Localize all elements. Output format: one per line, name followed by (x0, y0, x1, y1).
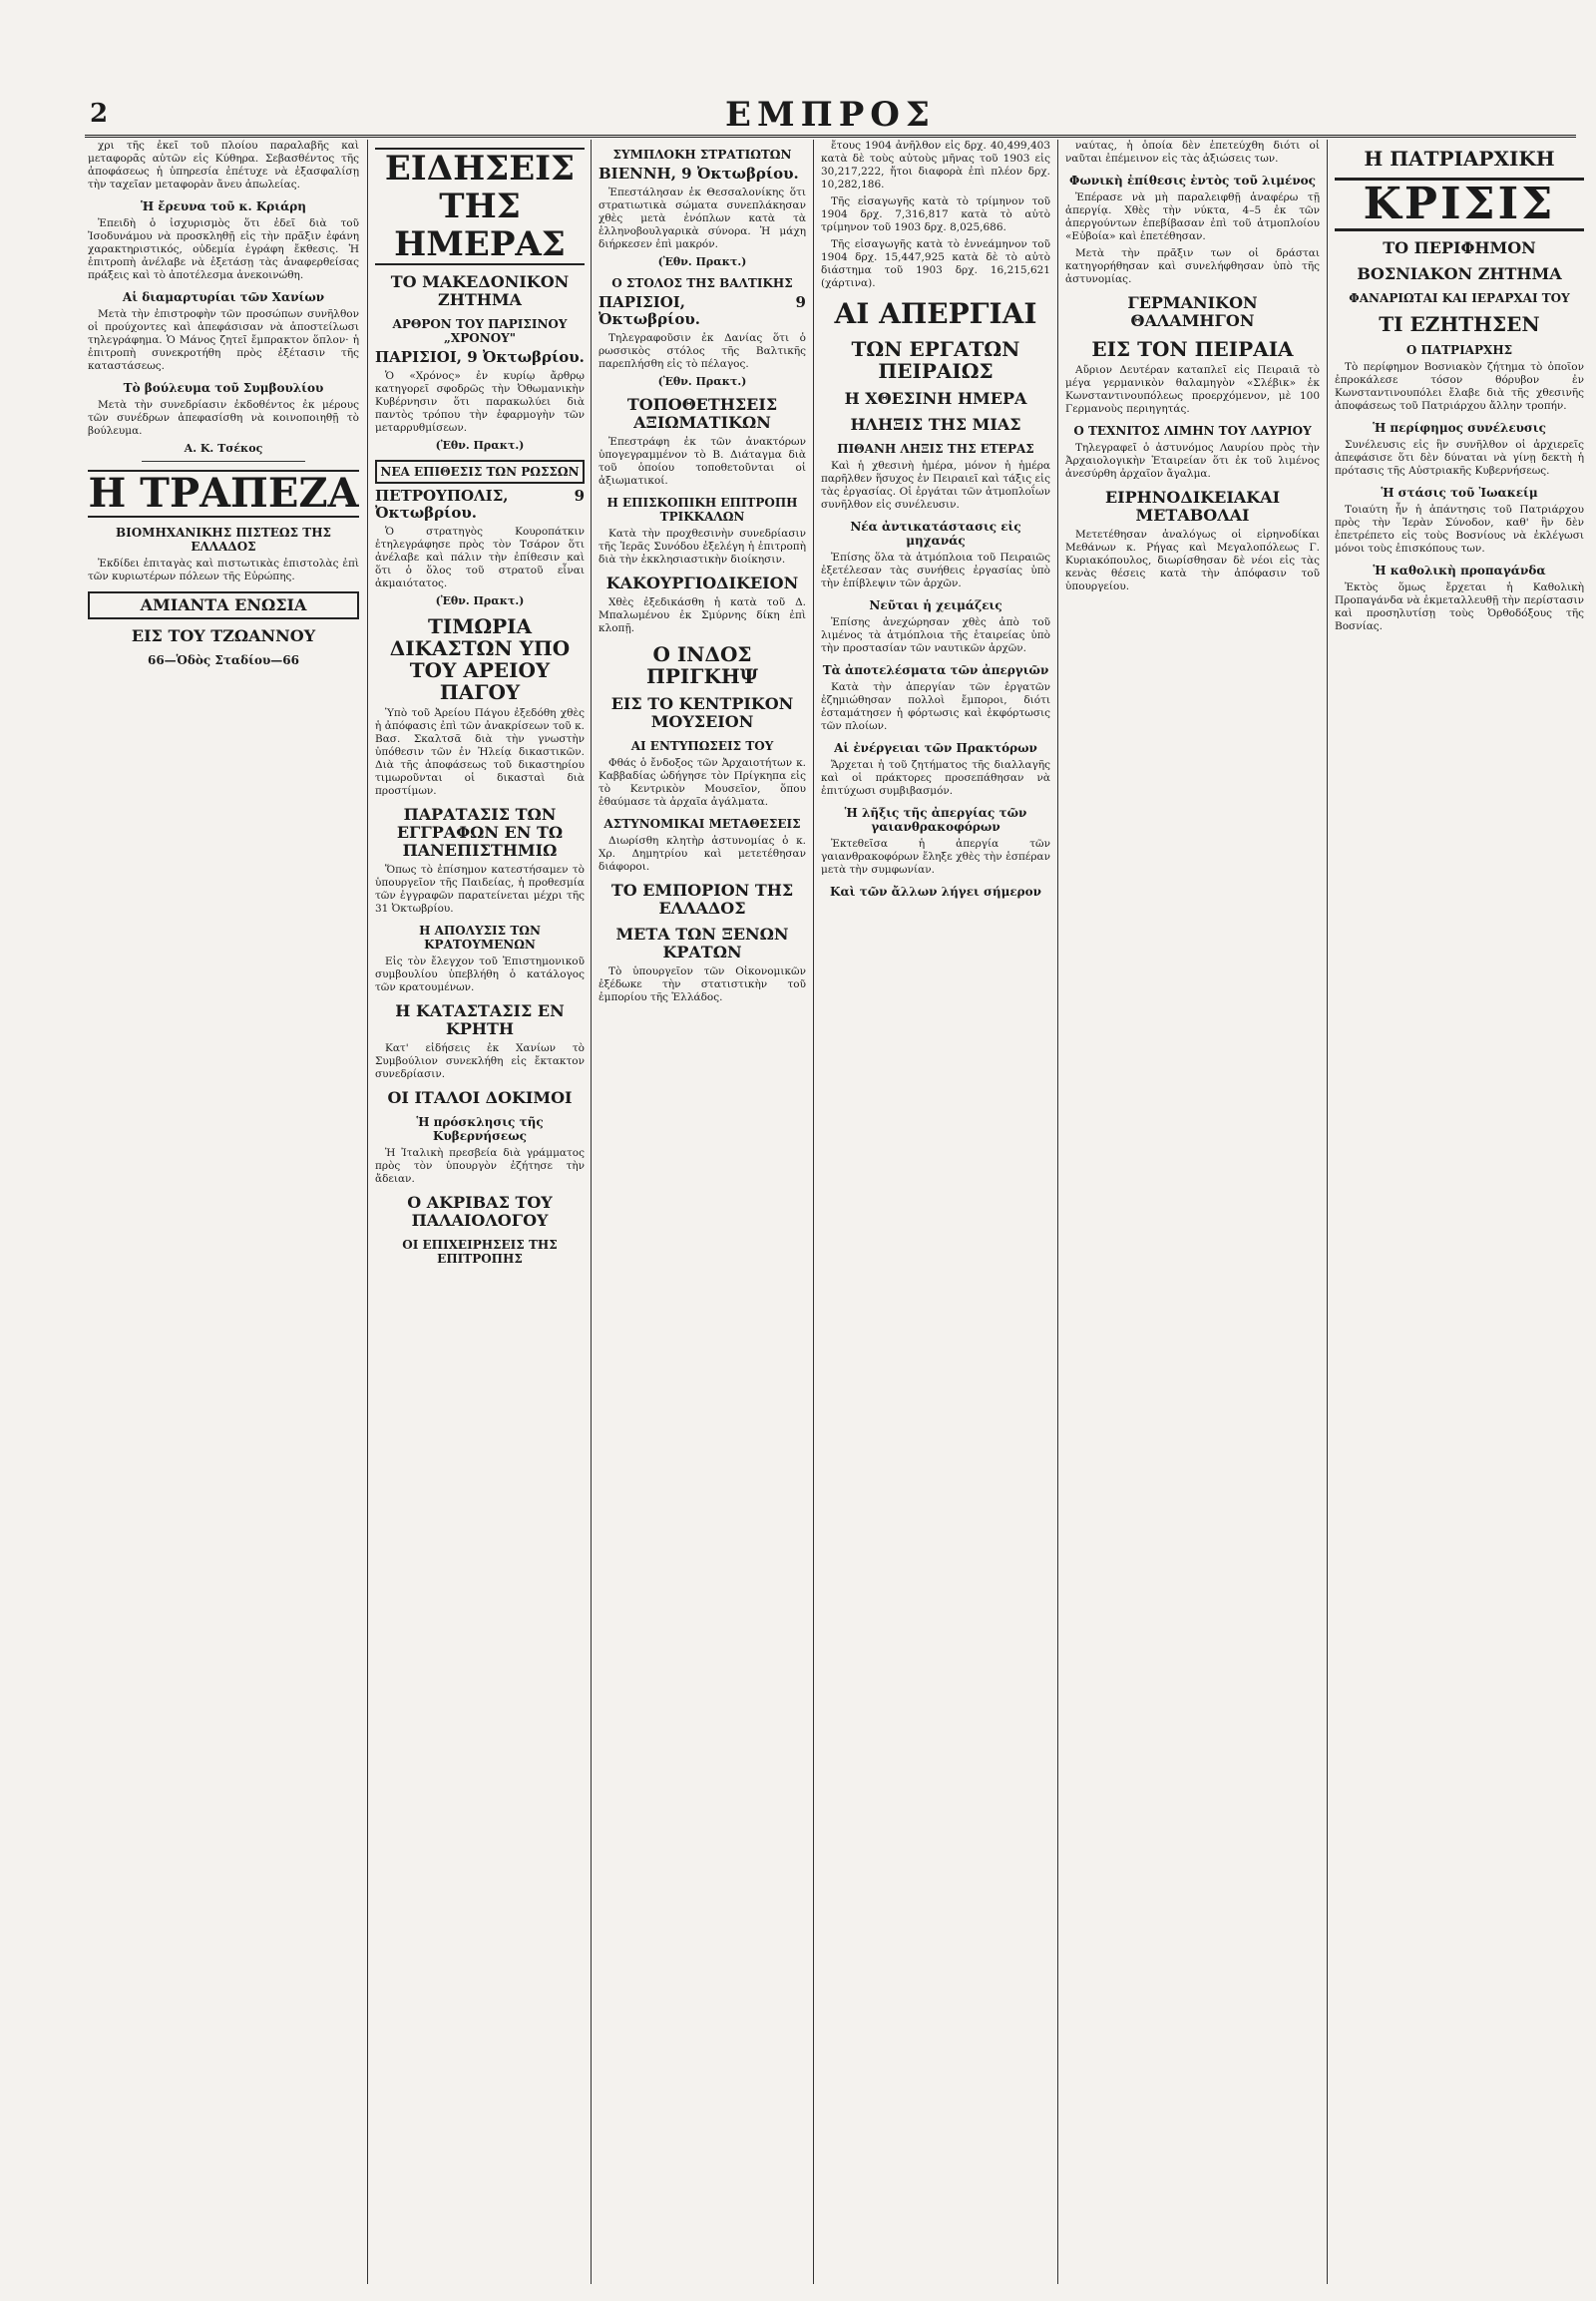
article-paragraph: ναύτας, ἡ ὁποία δὲν ἐπετεύχθη διότι οἱ ναῦται ἐπέμεινον εἰς τὰς ἀξιώσεις των. (1065, 140, 1320, 165)
section-subheading: ΕΙΣ ΤΟΝ ΠΕΙΡΑΙΑ (1091, 337, 1294, 361)
section-subheading: ΦΑΝΑΡΙΩΤΑΙ ΚΑΙ ΙΕΡΑΡΧΑΙ ΤΟΥ (1349, 291, 1570, 305)
section-subheading: ΠΙΘΑΝΗ ΛΗΞΙΣ ΤΗΣ ΕΤΕΡΑΣ (837, 442, 1034, 456)
section-heading: ΣΥΜΠΛΟΚΗ ΣΤΡΑΤΙΩΤΩΝ (612, 148, 792, 162)
advert-address: 66—Ὁδὸς Σταδίου—66 (147, 653, 300, 667)
dateline: ΠΑΡΙΣΙΟΙ, 9 Ὀκτωβρίου. (598, 293, 806, 328)
bank-ad-text: Ἐκδίδει ἐπιταγὰς καὶ πιστωτικὰς ἐπιστολὰς ἐπὶ τῶν κυριωτέρων πόλεων τῆς Εὐρώπης. (88, 558, 359, 582)
article-paragraph: Ὑπὸ τοῦ Ἀρείου Πάγου ἐξεδόθη χθὲς ἡ ἀπόφασις ἐπὶ τῶν ἀνακρίσεων τοῦ κ. Βασ. Σκαλτσᾶ διὰ τὴν γνωστὴν ὑπόθεσιν τῶν ἐν Ἠλείᾳ δικαστικῶν. Διὰ τῆς ἀποφάσεως τοῦ δικαστηρίου τιμωροῦνται οἱ δικασταὶ διὰ προστίμων. (375, 707, 585, 797)
article-paragraph: Χθὲς ἐξεδικάσθη ἡ κατὰ τοῦ Δ. Μπαλωμένου ἐκ Σμύρνης δίκη ἐπὶ κλοπῇ. (598, 596, 806, 634)
section-subheading: Η ΧΘΕΣΙΝΗ ΗΜΕΡΑ (844, 389, 1027, 408)
article-paragraph: Ἐπεστάλησαν ἐκ Θεσσαλονίκης ὅτι στρατιωτικὰ σώματα συνεπλάκησαν χθὲς μετὰ ἐνόπλων κατὰ τὰ ἑλληνοβουλγαρικὰ σύνορα. Ἡ μάχη διήρκεσεν ἐπὶ μακρόν. (598, 187, 806, 250)
article-paragraph: Μετὰ τὴν συνεδρίασιν ἐκδοθέντος ἐκ μέρους τῶν συνέδρων ἀπεφασίσθη νὰ κοινοποιηθῇ τὸ βούλευμα. (88, 399, 359, 437)
section-title: Η ΠΑΤΡΙΑΡΧΙΚΗ (1364, 147, 1555, 171)
article-paragraph: Τὸ ὑπουργεῖον τῶν Οἰκονομικῶν ἐξέδωκε τὴν στατιστικὴν τοῦ ἐμπορίου τῆς Ἑλλάδος. (598, 965, 806, 1003)
source-credit: (Ἐθν. Πρακτ.) (435, 439, 525, 452)
dateline: ΒΙΕΝΝΗ, 9 Ὀκτωβρίου. (598, 165, 799, 183)
article-subheading: Νεῦται ἡ χειμάζεις (869, 598, 1002, 612)
article-subheading: Ἡ στάσις τοῦ Ἰωακείμ (1381, 486, 1538, 500)
column-1 (88, 140, 359, 2284)
source-credit: (Ἐθν. Πρακτ.) (657, 375, 747, 388)
article-subheading: Αἱ διαμαρτυρίαι τῶν Χανίων (122, 290, 325, 304)
page-number: 2 (90, 99, 109, 129)
article-paragraph: Καὶ ἡ χθεσινὴ ἡμέρα, μόνον ἡ ἡμέρα παρῆλθεν ἥσυχος ἐν Πειραιεῖ καὶ τάξις εἰς τὰς ἐργασίας. Οἱ ἐργάται τῶν ἀτμοπλοΐων συνῆλθον εἰς συνέλευσιν. (821, 460, 1050, 511)
masthead (85, 95, 1576, 138)
article-paragraph: Ἄρχεται ἡ τοῦ ζητήματος τῆς διαλλαγῆς καὶ οἱ πράκτορες προσεπάθησαν νὰ ἐπιτύχωσι συμβιβασμόν. (821, 759, 1050, 797)
article-subheading: Φωνικὴ ἐπίθεσις ἐντὸς τοῦ λιμένος (1069, 174, 1316, 188)
article-paragraph: Συνέλευσις εἰς ἣν συνῆλθον οἱ ἀρχιερεῖς ἀπεφάσισε ὅτι δὲν δύναται νὰ γίνῃ δεκτὴ ἡ πρότασις τῆς Αὐστριακῆς Κυβερνήσεως. (1335, 439, 1584, 477)
article-paragraph: Ἐπέρασε νὰ μὴ παραλειφθῇ ἀναφέρω τῇ ἀπεργίᾳ. Χθὲς τὴν νύκτα, 4–5 ἐκ τῶν ἀπεργούντων ἐπεβίβασαν ἐπὶ τοῦ ἀτμοπλοίου «Εὐβοία» καὶ ἐπετέθησαν. (1065, 192, 1320, 242)
section-heading: ΤΟΠΟΘΕΤΗΣΕΙΣ ΑΞΙΩΜΑΤΙΚΩΝ (626, 395, 778, 432)
section-heading: ΑΙ ΑΠΕΡΓΙΑΙ (834, 297, 1037, 330)
article-paragraph: Κατὰ τὴν προχθεσινὴν συνεδρίασιν τῆς Ἱερᾶς Συνόδου ἐξελέγη ἡ ἐπιτροπὴ διὰ τὴν ἐκκλησιαστικὴν διοίκησιν. (598, 528, 806, 566)
article-paragraph: Ἐπίσης ὅλα τὰ ἀτμόπλοια τοῦ Πειραιῶς ἐξετέλεσαν τὰς συνήθεις ἐργασίας ὑπὸ τὴν ἐπίβλεψιν τῶν ἀρχῶν. (821, 552, 1050, 589)
section-subheading: ΑΡΘΡΟΝ ΤΟΥ ΠΑΡΙΣΙΝΟΥ „ΧΡΟΝΟΥ" (392, 317, 568, 345)
section-title-large: ΚΡΙΣΙΣ (1335, 178, 1584, 231)
article-paragraph: Αὔριον Δευτέραν καταπλεῖ εἰς Πειραιᾶ τὸ μέγα γερμανικὸν θαλαμηγὸν «Σλέβικ» ἐκ Κωνσταντινουπόλεως προερχόμενον, μὲ 100 Γερμανοὺς περιηγητάς. (1065, 364, 1320, 415)
article-paragraph: χρι τῆς ἐκεῖ τοῦ πλοίου παραλαβῆς καὶ μεταφορᾶς αὐτῶν εἰς Κύθηρα. Σεβασθέντος τῆς ἀποφάσεως ἡ ὑπηρεσία ἐπέτυχε νὰ ἐξασφαλίσῃ τὴν ταχεῖαν μεταφορὰν ἄνευ ἀπωλείας. (88, 140, 359, 191)
article-paragraph: Ὁ στρατηγὸς Κουροπάτκιν ἐτηλεγράφησε πρὸς τὸν Τσάρον ὅτι ἀνέλαβε καὶ πάλιν τὴν ἐπίθεσιν καὶ ὅτι ὁ ὅλος τοῦ στρατοῦ εἶναι ἀκμαιότατος. (375, 526, 585, 589)
section-subheading: ΕΙΣ ΤΟ ΚΕΝΤΡΙΚΟΝ ΜΟΥΣΕΙΟΝ (610, 694, 794, 731)
article-subheading: Καὶ τῶν ἄλλων λήγει σήμερον (830, 885, 1041, 899)
dateline: ΠΕΤΡΟΥΠΟΛΙΣ, 9 Ὀκτωβρίου. (375, 487, 585, 522)
article-paragraph: Ἐπειδὴ ὁ ἰσχυρισμὸς ὅτι ἐδεῖ διὰ τοῦ Ἰσοδυνάμου νὰ προσκληθῇ εἰς τὴν πρᾶξιν ἐφάνη χαρακτηριστικός, οὐδεμία ἐγράφη ἔκθεσις. Ἡ ἐπιτροπὴ ἀνέλαβε νὰ ἐξετάσῃ τὰς ἀναφερθείσας πράξεις καὶ τὸ ἀποτέλεσμα ἀνεκοινώθη. (88, 217, 359, 281)
article-paragraph: Μετὰ τὴν ἐπιστροφὴν τῶν προσώπων συνῆλθον οἱ προύχοντες καὶ ἀπεφάσισαν νὰ ἀποστείλωσι τηλεγράφημα. Ὁ Μάνος ζητεῖ ἔμπρακτον ὅπλον· ἡ ἐπιτροπὴ συνεκροτήθη πρὸς ἐξέτασιν τῆς καταστάσεως. (88, 308, 359, 372)
article-paragraph: Τῆς εἰσαγωγῆς κατὰ τὸ ἐννεάμηνον τοῦ 1904 δρχ. 15,447,925 κατὰ δὲ τὸ αὐτὸ διάστημα τοῦ 1903 δρχ. 16,215,621 (χάρτινα). (821, 238, 1050, 289)
column-rule (813, 140, 814, 2284)
section-heading: ΝΕΑ ΕΠΙΘΕΣΙΣ ΤΩΝ ΡΩΣΣΩΝ (375, 460, 585, 484)
article-paragraph: Εἰς τὸν ἔλεγχον τοῦ Ἐπιστημονικοῦ συμβουλίου ὑπεβλήθη ὁ κατάλογος τῶν κρατουμένων. (375, 956, 585, 993)
column-2 (375, 140, 585, 2284)
article-subheading: Τὰ ἀποτελέσματα τῶν ἀπεργιῶν (822, 663, 1049, 677)
section-heading: ΚΑΚΟΥΡΓΙΟΔΙΚΕΙΟΝ (605, 574, 799, 592)
article-paragraph: Ἐπεστράφη ἐκ τῶν ἀνακτόρων ὑπογεγραμμένον τὸ Β. Διάταγμα διὰ τοῦ ὁποίου τοποθετοῦνται οἱ ἀξιωματικοί. (598, 436, 806, 487)
section-subheading: ΑΙ ΕΝΤΥΠΩΣΕΙΣ ΤΟΥ (630, 739, 774, 753)
section-subheading: ΤΙ ΕΖΗΤΗΣΕΝ (1379, 312, 1540, 336)
article-paragraph: Ὁ «Χρόνος» ἐν κυρίῳ ἄρθρῳ κατηγορεῖ σφοδρῶς τὴν Ὀθωμανικὴν Κυβέρνησιν ὅτι παρακωλύει διὰ παντὸς τρόπου τὴν ἐφαρμογὴν τῶν μεταρρυθμίσεων. (375, 370, 585, 434)
article-subheading: Τὸ βούλευμα τοῦ Συμβουλίου (123, 381, 324, 395)
article-paragraph: Ὅπως τὸ ἐπίσημον κατεστήσαμεν τὸ ὑπουργεῖον τῆς Παιδείας, ἡ προθεσμία τῶν ἐγγραφῶν παρατείνεται μέχρι τῆς 31 Ὀκτωβρίου. (375, 864, 585, 915)
signature: Α. Κ. Τσέκος (184, 442, 263, 455)
source-credit: (Ἐθν. Πρακτ.) (657, 255, 747, 268)
column-rule (1057, 140, 1058, 2284)
column-rule (591, 140, 592, 2284)
section-subheading: ΒΟΣΝΙΑΚΟΝ ΖΗΤΗΜΑ (1357, 264, 1562, 283)
section-heading: ΕΙΡΗΝΟΔΙΚΕΙΑΚΑΙ ΜΕΤΑΒΟΛΑΙ (1104, 488, 1281, 525)
section-heading: ΤΟ ΜΑΚΕΔΟΝΙΚΟΝ ΖΗΤΗΜΑ (390, 272, 570, 309)
section-heading: Η ΑΠΟΛΥΣΙΣ ΤΩΝ ΚΡΑΤΟΥΜΕΝΩΝ (419, 924, 541, 952)
column-6 (1335, 140, 1584, 2284)
section-heading: ΤΙΜΩΡΙΑ ΔΙΚΑΣΤΩΝ ΥΠΟ ΤΟΥ ΑΡΕΙΟΥ ΠΑΓΟΥ (389, 614, 571, 704)
section-heading: Ο ΣΤΟΛΟΣ ΤΗΣ ΒΑΛΤΙΚΗΣ (611, 276, 793, 290)
section-subheading: Ἡ πρόσκλησις τῆς Κυβερνήσεως (416, 1115, 544, 1143)
section-heading: Ο ΑΚΡΙΒΑΣ ΤΟΥ ΠΑΛΑΙΟΛΟΓΟΥ (407, 1193, 553, 1230)
article-paragraph: Φθάς ὁ ἔνδοξος τῶν Ἀρχαιοτήτων κ. Καββαδίας ὡδήγησε τὸν Πρίγκηπα εἰς τὸ Κεντρικὸν Μουσεῖον, ὅπου ἐθαύμασε τὰ ἀρχαῖα ἀγάλματα. (598, 757, 806, 808)
article-paragraph: Ἐκτὸς ὅμως ἔρχεται ἡ Καθολικὴ Προπαγάνδα νὰ ἐκμεταλλευθῇ τὴν περίστασιν καὶ προσηλυτίσῃ τοὺς Ὀρθοδόξους τῆς Βοσνίας. (1335, 581, 1584, 632)
news-banner: ΕΙΔΗΣΕΙΣ ΤΗΣ ΗΜΕΡΑΣ (375, 148, 585, 265)
article-paragraph: Ἐκτεθεῖσα ἡ ἀπεργία τῶν γαιανθρακοφόρων ἔληξε χθὲς τὴν ἑσπέραν μετὰ τὴν συμφωνίαν. (821, 838, 1050, 876)
article-subheading: Ἡ καθολικὴ προπαγάνδα (1373, 564, 1546, 577)
column-rule (1327, 140, 1328, 2284)
article-paragraph: Τοιαύτη ἦν ἡ ἀπάντησις τοῦ Πατριάρχου πρὸς τὴν Ἱερὰν Σύνοδον, καθ' ἣν δὲν ἐπετρέπετο εἰς τοὺς Βοσνίους νὰ ἐκλέγωσι μόνοι τοὺς ἐπισκόπους των. (1335, 504, 1584, 555)
article-paragraph: Τὸ περίφημον Βοσνιακὸν ζήτημα τὸ ὁποῖον ἐπροκάλεσε τόσον θόρυβον ἐν Κωνσταντινουπόλει ἔλαβε διὰ τῆς χθεσινῆς ἀποφάσεως τοῦ Πατριάρχου ἄλλην τροπήν. (1335, 361, 1584, 412)
section-heading: Η ΕΠΙΣΚΟΠΙΚΗ ΕΠΙΤΡΟΠΗ ΤΡΙΚΚΑΛΩΝ (606, 496, 798, 524)
section-heading: Ο ΙΝΔΟΣ ΠΡΙΓΚΗΨ (645, 642, 759, 688)
advert-title: ΑΜΙΑΝΤΑ ΕΝΩΣΙΑ (88, 591, 359, 619)
section-heading: ΠΑΡΑΤΑΣΙΣ ΤΩΝ ΕΓΓΡΑΦΩΝ ΕΝ ΤΩ ΠΑΝΕΠΙΣΤΗΜΙΩ (396, 805, 564, 860)
newspaper-title: ΕΜΠΡΟΣ (725, 95, 936, 135)
article-paragraph: Τηλεγραφοῦσιν ἐκ Δανίας ὅτι ὁ ρωσσικὸς στόλος τῆς Βαλτικῆς παρεπλήσθη εἰς τὸ πέλαγος. (598, 332, 806, 370)
section-subheading: ΗΛΗΞΙΣ ΤΗΣ ΜΙΑΣ (850, 415, 1021, 434)
section-heading: Η ΚΑΤΑΣΤΑΣΙΣ ΕΝ ΚΡΗΤΗ (395, 1001, 565, 1038)
section-subheading: ΜΕΤΑ ΤΩΝ ΞΕΝΩΝ ΚΡΑΤΩΝ (615, 925, 789, 961)
article-paragraph: Τῆς εἰσαγωγῆς κατὰ τὸ τρίμηνον τοῦ 1904 δρχ. 7,316,817 κατὰ τὸ αὐτὸ τρίμηνον τοῦ 1903 δρχ. 8,025,686. (821, 195, 1050, 233)
article-paragraph: ἔτους 1904 ἀνῆλθον εἰς δρχ. 40,499,403 κατὰ δὲ τοὺς αὐτοὺς μῆνας τοῦ 1903 εἰς 30,217,222, ἤτοι διαφορὰ ἐπὶ πλέον δρχ. 10,282,186. (821, 140, 1050, 191)
article-subheading: Νέα ἀντικατάστασις εἰς μηχανάς (850, 520, 1021, 548)
article-paragraph: Διωρίσθη κλητὴρ ἀστυνομίας ὁ κ. Χρ. Δημητρίου καὶ μετετέθησαν διάφοροι. (598, 835, 806, 873)
section-heading: ΟΙ ΙΤΑΛΟΙ ΔΟΚΙΜΟΙ (387, 1088, 573, 1107)
source-credit: (Ἐθν. Πρακτ.) (435, 594, 525, 607)
bank-ad-title: Η ΤΡΑΠΕΖΑ (88, 470, 359, 517)
article-paragraph: Κατ' εἰδήσεις ἐκ Χανίων τὸ Συμβούλιον συνεκλήθη εἰς ἔκτακτον συνεδρίασιν. (375, 1042, 585, 1080)
advert-line: ΕΙΣ ΤΟΥ ΤΖΩΑΝΝΟΥ (131, 626, 316, 645)
column-3 (598, 140, 806, 2284)
column-4 (821, 140, 1050, 2284)
bank-ad-subtitle: ΒΙΟΜΗΧΑΝΙΚΗΣ ΠΙΣΤΕΩΣ ΤΗΣ ΕΛΛΑΔΟΣ (115, 526, 332, 554)
section-subheading: Ο ΠΑΤΡΙΑΡΧΗΣ (1405, 343, 1513, 357)
column-rule (367, 140, 368, 2284)
article-subheading: Αἱ ἐνέργειαι τῶν Πρακτόρων (834, 741, 1037, 755)
section-subheading: ΤΩΝ ΕΡΓΑΤΩΝ ΠΕΙΡΑΙΩΣ (851, 337, 1020, 383)
section-subheading: ΤΟ ΠΕΡΙΦΗΜΟΝ (1383, 238, 1536, 257)
article-paragraph: Κατὰ τὴν ἀπεργίαν τῶν ἐργατῶν ἐζημιώθησαν πολλοὶ ἔμποροι, διότι ἐσταμάτησεν ἡ φόρτωσις καὶ ἐκφόρτωσις τῶν πλοίων. (821, 681, 1050, 732)
article-subheading: Ἡ περίφημος συνέλευσις (1373, 421, 1546, 435)
article-paragraph: Μετετέθησαν ἀναλόγως οἱ εἰρηνοδίκαι Μεθάνων κ. Ρήγας καὶ Μεγαλοπόλεως Γ. Κυριακόπουλος, διωρίσθησαν δὲ νέοι εἰς τὰς κενὰς θέσεις κατὰ τὴν ἀπόφασιν τοῦ ὑπουργείου. (1065, 529, 1320, 592)
section-heading: Ο ΤΕΧΝΙΤΟΣ ΛΙΜΗΝ ΤΟΥ ΛΑΥΡΙΟΥ (1073, 424, 1312, 438)
article-paragraph: Ἡ Ἰταλικὴ πρεσβεία διὰ γράμματος πρὸς τὸν ὑπουργὸν ἐζήτησε τὴν ἄδειαν. (375, 1147, 585, 1185)
dateline: ΠΑΡΙΣΙΟΙ, 9 Ὀκτωβρίου. (375, 348, 585, 366)
article-paragraph: Ἐπίσης ἀνεχώρησαν χθὲς ἀπὸ τοῦ λιμένος τὰ ἀτμόπλοια τῆς ἑταιρείας ὑπὸ τὴν προστασίαν τῶν ναυτικῶν ἀρχῶν. (821, 616, 1050, 654)
column-5 (1065, 140, 1320, 2284)
section-heading: ΤΟ ΕΜΠΟΡΙΟΝ ΤΗΣ ΕΛΛΑΔΟΣ (610, 881, 794, 918)
section-heading: ΓΕΡΜΑΝΙΚΟΝ ΘΑΛΑΜΗΓΟΝ (1127, 293, 1258, 330)
section-subheading: ΟΙ ΕΠΙΧΕΙΡΗΣΕΙΣ ΤΗΣ ΕΠΙΤΡΟΠΗΣ (402, 1238, 558, 1266)
article-subheading: Ἡ ἔρευνα τοῦ κ. Κριάρη (140, 199, 307, 213)
section-heading: ΑΣΤΥΝΟΜΙΚΑΙ ΜΕΤΑΘΕΣΕΙΣ (603, 817, 801, 831)
article-paragraph: Τηλεγραφεῖ ὁ ἀστυνόμος Λαυρίου πρὸς τὴν Ἀρχαιολογικὴν Ἑταιρείαν ὅτι ἐκ τοῦ λιμένος ἀνεσύρθη ἀρχαῖον ἄγαλμα. (1065, 442, 1320, 480)
article-subheading: Ἡ λῆξις τῆς ἀπεργίας τῶν γαιανθρακοφόρων (844, 806, 1027, 834)
article-paragraph: Μετὰ τὴν πρᾶξιν των οἱ δράσται κατηγορήθησαν καὶ συνελήφθησαν ὑπὸ τῆς ἀστυνομίας. (1065, 247, 1320, 285)
